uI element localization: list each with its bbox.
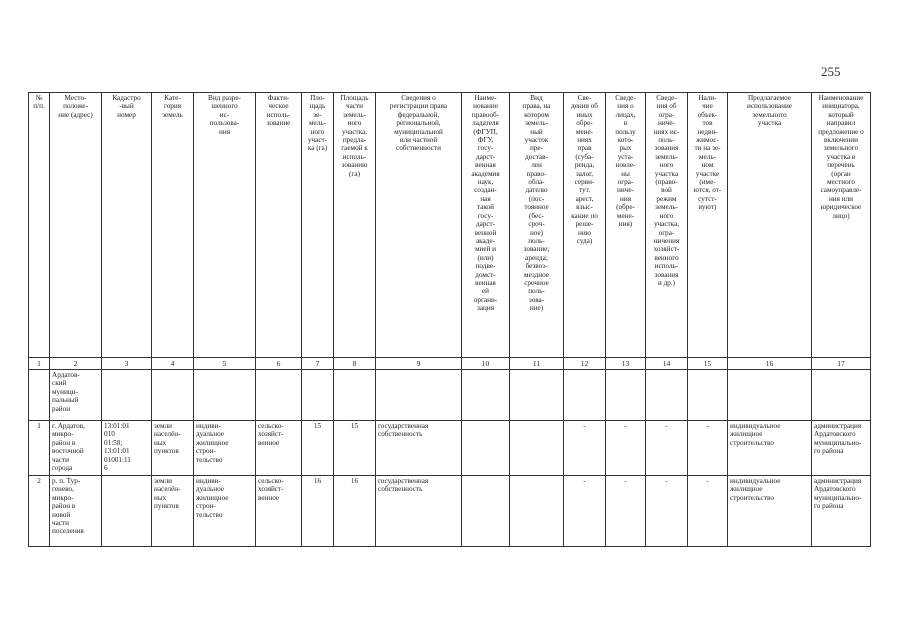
table-cell xyxy=(152,370,194,421)
header-permitted-use: Вид разре- шенного ис- пользова- ния xyxy=(194,93,256,358)
column-number: 5 xyxy=(194,358,256,370)
initiator-cell: администрация Ардатовского муниципально- го района xyxy=(812,421,871,476)
category-cell: земли населён- ных пунктов xyxy=(152,476,194,547)
header-initiator: Наименование инициатора, который направил предложение о включении земельного участка в перечень (орган местного самоуправле- ния или юридическое лицо) xyxy=(812,93,871,358)
holder-cell xyxy=(462,421,510,476)
table-cell xyxy=(812,370,871,421)
table-cell xyxy=(29,370,50,421)
column-number: 16 xyxy=(728,358,812,370)
table-cell xyxy=(194,370,256,421)
area-cell: 16 xyxy=(302,476,334,547)
actual-use-cell: сельско- хозяйст- венное xyxy=(256,476,302,547)
table-cell xyxy=(256,370,302,421)
header-holder: Наиме- нование правооб- ладателя (ФГУП, ФГУ, госу- дарст- венная академия наук, создан- ная такой госу- дарст- венной акаде- мией и (или) подве- домст- венная ей органи- зация xyxy=(462,93,510,358)
column-number: 11 xyxy=(510,358,564,370)
header-location: Место- положе- ние (адрес) xyxy=(50,93,102,358)
holder-cell xyxy=(462,476,510,547)
header-beneficiaries: Сведе- ния о лицах, в пользу кото- рых уста- новле- ны огра- ниче- ния (обре- мене- ния) xyxy=(606,93,646,358)
column-number: 13 xyxy=(606,358,646,370)
table-cell xyxy=(462,370,510,421)
restrictions-cell: - xyxy=(646,476,688,547)
table-cell xyxy=(646,370,688,421)
column-number: 4 xyxy=(152,358,194,370)
header-category: Кате- гория земель xyxy=(152,93,194,358)
column-number: 12 xyxy=(564,358,606,370)
part-area-cell: 15 xyxy=(334,421,376,476)
area-cell: 15 xyxy=(302,421,334,476)
header-actual-use: Факти- ческое исполь- зование xyxy=(256,93,302,358)
actual-use-cell: сельско- хозяйст- венное xyxy=(256,421,302,476)
column-number: 15 xyxy=(688,358,728,370)
table-row xyxy=(29,421,871,476)
table-cell xyxy=(302,370,334,421)
encumbrances-cell: - xyxy=(564,421,606,476)
table-cell xyxy=(728,370,812,421)
table-cell xyxy=(606,370,646,421)
header-num: № п/п. xyxy=(29,93,50,358)
table-cell xyxy=(510,370,564,421)
column-number: 8 xyxy=(334,358,376,370)
location-cell: г. Ардатов, микро- район в восточной части города xyxy=(50,421,102,476)
column-number: 14 xyxy=(646,358,688,370)
encumbrances-cell: - xyxy=(564,476,606,547)
header-cadastral: Кадастро -вый номер xyxy=(102,93,152,358)
header-area: Пло- щадь зе- мель- ного участ- ка (га) xyxy=(302,93,334,358)
table-cell xyxy=(102,370,152,421)
table-cell xyxy=(688,370,728,421)
column-number: 9 xyxy=(376,358,462,370)
row-number: 1 xyxy=(29,421,50,476)
table-cell xyxy=(376,370,462,421)
table-cell xyxy=(564,370,606,421)
restrictions-cell: - xyxy=(646,421,688,476)
header-encumbrances: Све- дения об иных обре- мене- ниях прав (суба- ренда, залог, серви- тут, арест, взыс- кание по реше- нию суда) xyxy=(564,93,606,358)
cadastral-cell: 13:01:01 010 01:58; 13:01:01 01001:11 6 xyxy=(102,421,152,476)
beneficiaries-cell: - xyxy=(606,421,646,476)
category-cell: земли населён- ных пунктов xyxy=(152,421,194,476)
column-number: 6 xyxy=(256,358,302,370)
land-registry-table xyxy=(28,92,871,547)
initiator-cell: администрация Ардатовского муниципально- го района xyxy=(812,476,871,547)
column-number: 1 xyxy=(29,358,50,370)
table-row xyxy=(29,476,871,547)
objects-cell: - xyxy=(688,476,728,547)
proposed-use-cell: индивидуальное жилищное строительство xyxy=(728,476,812,547)
column-numbers-row xyxy=(29,358,871,370)
beneficiaries-cell: - xyxy=(606,476,646,547)
column-number: 7 xyxy=(302,358,334,370)
header-restrictions: Сведе- ния об огра- ниче- ниях ис- поль- зования земель- ного участка (право- вой режим земель- ного участка, огра- ничения хозяйст- венного исполь- зования и др.) xyxy=(646,93,688,358)
right-type-cell xyxy=(510,476,564,547)
column-number: 2 xyxy=(50,358,102,370)
header-right-type: Вид права, на котором земель- ный участок пре- достав- лен право- обла- дателю (пос- тоянное (бес- сроч- ное) поль- зование; аренда; безвоз- мездное срочное поль- зова- ние) xyxy=(510,93,564,358)
district-row xyxy=(29,370,871,421)
district-name: Ардатов- ский муници- пальный район xyxy=(50,370,102,421)
permitted-use-cell: индиви- дуальное жилищное строи- тельство xyxy=(194,421,256,476)
column-number: 10 xyxy=(462,358,510,370)
column-number: 17 xyxy=(812,358,871,370)
table-cell xyxy=(334,370,376,421)
column-number: 3 xyxy=(102,358,152,370)
page-number: 255 xyxy=(821,64,841,79)
registration-cell: государственная собственность xyxy=(376,476,462,547)
header-registration: Сведения о регистрации права федеральной, региональной, муниципальной или частной собственности xyxy=(376,93,462,358)
cadastral-cell xyxy=(102,476,152,547)
header-proposed-use: Предлагаемое использование земельного участка xyxy=(728,93,812,358)
proposed-use-cell: индивидуальное жилищное строительство xyxy=(728,421,812,476)
header-row xyxy=(29,93,871,358)
objects-cell: - xyxy=(688,421,728,476)
header-part-area: Площадь части земель- ного участка, предла- гаемой к исполь- зованию (га) xyxy=(334,93,376,358)
registration-cell: государственная собственность xyxy=(376,421,462,476)
part-area-cell: 16 xyxy=(334,476,376,547)
header-objects: Нали- чие объек- тов недви- жимос- ти на зе- мель- ном участке (име- ются, от- сутст- вуют) xyxy=(688,93,728,358)
location-cell: р. п. Тур- генево, микро- район в новой части поселения xyxy=(50,476,102,547)
right-type-cell xyxy=(510,421,564,476)
row-number: 2 xyxy=(29,476,50,547)
permitted-use-cell: индиви- дуальное жилищное строи- тельство xyxy=(194,476,256,547)
